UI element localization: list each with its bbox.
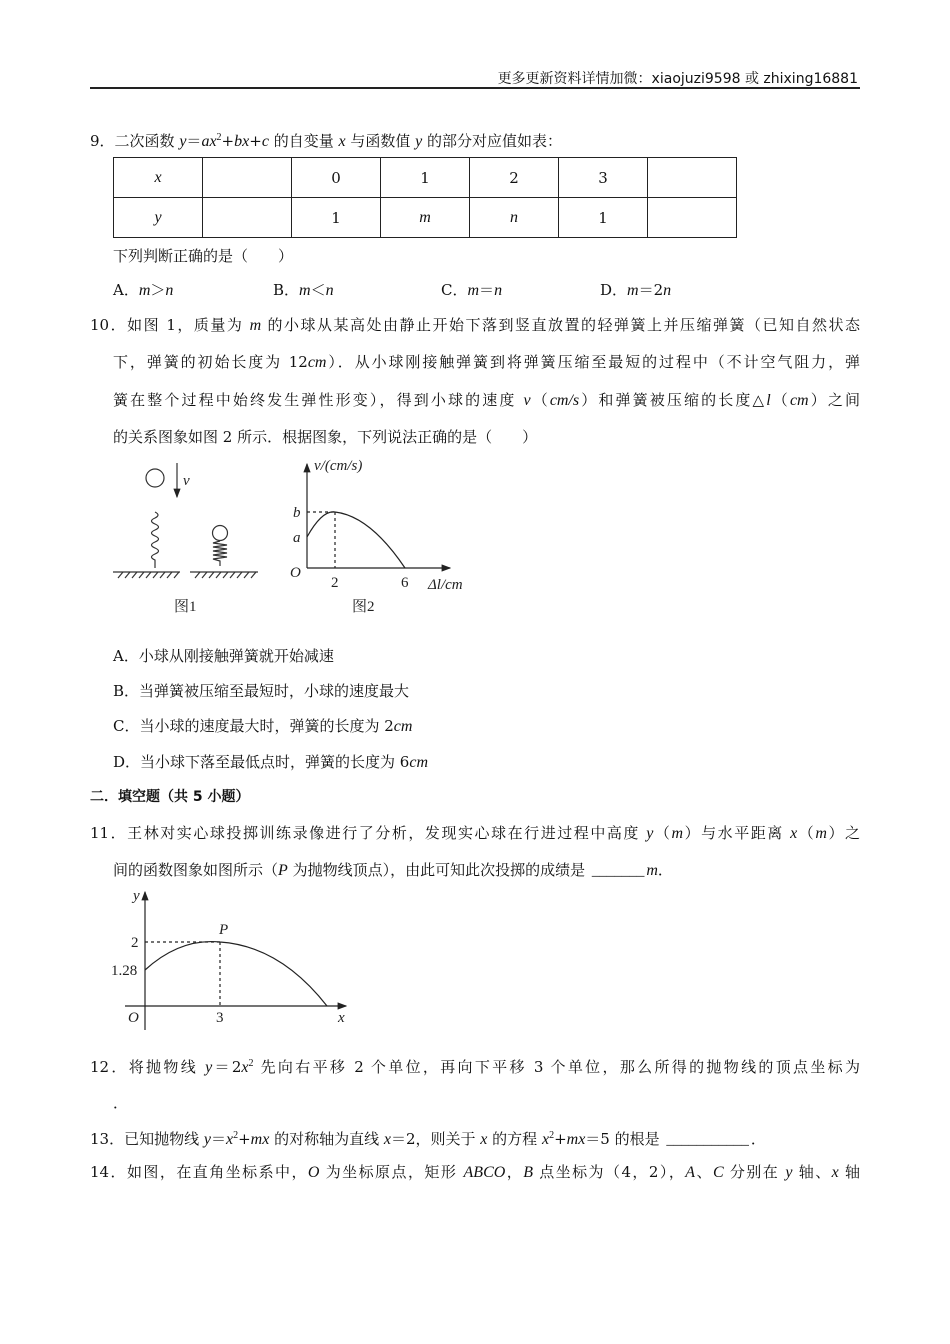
text-segment: ． [113, 1094, 129, 1112]
answer-blank: ___________ [666, 1132, 749, 1148]
text-segment: （ [770, 391, 790, 409]
text-segment: m [249, 317, 262, 334]
text-segment: ， [505, 1163, 524, 1181]
q11-line [113, 860, 673, 881]
text-segment: m [467, 282, 480, 299]
text-segment: c [261, 133, 269, 150]
fig2-b-label: b [293, 505, 301, 521]
section-title: 二．填空题（共 5 小题） [90, 789, 250, 805]
text-segment: ）与水平距离 [683, 824, 791, 842]
q10-option-a [113, 646, 334, 666]
q11-graph [125, 892, 346, 1030]
velocity-curve [307, 512, 405, 568]
text-segment: （ [653, 824, 672, 842]
text-segment: 分别在 [723, 1163, 786, 1181]
text-segment: A [685, 1164, 696, 1181]
text-segment: 13．已知抛物线 [90, 1130, 204, 1148]
text-segment: m [671, 825, 684, 842]
text-segment: y [415, 133, 423, 150]
fig2-tick-6: 6 [401, 575, 409, 591]
text-segment: cm [393, 718, 413, 735]
text-segment: 2 [233, 1130, 239, 1141]
text-segment: x [225, 1131, 234, 1148]
text-segment: m [299, 282, 311, 299]
text-segment: 10．如图 1，质量为 [90, 316, 250, 334]
text-segment: ＝ [479, 281, 495, 299]
text-segment: C． [441, 281, 468, 299]
text-segment: v [523, 392, 531, 409]
text-segment: cm [789, 392, 809, 409]
ground-hatch [195, 572, 256, 578]
text-segment: n [494, 282, 503, 299]
text-segment: ＝2 [212, 1058, 242, 1076]
text-segment: O [307, 1164, 320, 1181]
text-segment: ）之 [826, 824, 860, 842]
text-segment: D．当小球下落至最低点时，弹簧的长度为 6 [113, 753, 410, 771]
text-segment: 轴 [838, 1163, 860, 1181]
text-segment: 2 [216, 132, 222, 143]
text-segment: cm [409, 754, 428, 771]
header-contact: 更多更新资料详情加微：xiaojuzi9598 或 zhixing16881 [497, 71, 858, 87]
ball-icon [213, 526, 228, 541]
text-segment: 的小球从某高处由静止开始下落到竖直放置的轻弹簧上并压缩弹簧（已知自然状态 [261, 316, 860, 334]
text-segment: y [205, 1059, 213, 1076]
q11-vertex-label: P [219, 922, 229, 938]
text-segment: 的关系图象如图 2 所示．根据图象，下列说法正确的是（ ） [113, 428, 538, 446]
text-segment: A． [113, 281, 139, 299]
text-segment: ． [750, 1130, 766, 1148]
table-cell: y [114, 198, 203, 238]
ball-icon [146, 469, 164, 487]
text-segment: + [221, 132, 235, 150]
text-segment: 11．王林对实心球投掷训练录像进行了分析，发现实心球在行进过程中高度 [90, 824, 647, 842]
text-segment: + [238, 1130, 251, 1148]
text-segment: ABCO [463, 1164, 506, 1181]
q11-x-axis-label: x [338, 1010, 345, 1026]
text-segment: 为坐标原点，矩形 [319, 1163, 464, 1181]
answer-blank: _______ [591, 863, 645, 879]
text-segment: ）．从小球刚接触弹簧到将弹簧压缩至最短的过程中（不计空气阻力，弹 [326, 353, 860, 371]
text-segment: A．小球从刚接触弹簧就开始减速 [113, 647, 334, 665]
fig2-a-label: a [293, 530, 301, 546]
text-segment: ＝5 的根是 [585, 1130, 665, 1148]
text-segment: ＝ [210, 1130, 226, 1148]
text-segment: n [663, 282, 672, 299]
text-segment: y [785, 1164, 793, 1181]
table-cell: 1 [381, 158, 470, 198]
spring-icon [152, 512, 159, 568]
table-cell: 1 [292, 198, 381, 238]
q13-line [90, 1126, 766, 1150]
text-segment: x [338, 133, 346, 150]
text-segment: n [325, 282, 334, 299]
table-cell: 3 [559, 158, 648, 198]
table-cell: 1 [559, 198, 648, 238]
text-segment: （ [530, 391, 550, 409]
text-segment: x [241, 1059, 249, 1076]
text-segment: 9．二次函数 [90, 132, 180, 150]
text-segment: + [249, 132, 262, 150]
text-segment: x [541, 1131, 550, 1148]
text-segment: m [627, 282, 639, 299]
text-segment: 为抛物线顶点），由此可知此次投掷的成绩是 [287, 861, 590, 879]
q14-line [90, 1162, 860, 1183]
figure-2-graph [307, 464, 450, 568]
text-segment: ＝ [186, 132, 202, 150]
text-segment: B．当弹簧被压缩至最短时，小球的速度最大 [113, 682, 410, 700]
fig2-y-axis-label: v/(cm/s) [314, 458, 363, 474]
text-segment: + [554, 1130, 567, 1148]
table-cell: 2 [470, 158, 559, 198]
table-cell: x [114, 158, 203, 198]
text-segment: 簧在整个过程中始终发生弹性形变），得到小球的速度 [113, 391, 524, 409]
ground-hatch [118, 572, 179, 578]
fig2-origin-label: O [290, 565, 301, 581]
text-segment: D． [600, 281, 628, 299]
text-segment: x [790, 825, 798, 842]
q11-tick-2: 2 [131, 935, 139, 951]
text-segment: y [203, 1131, 211, 1148]
text-segment: ）和弹簧被压缩的长度△ [579, 391, 767, 409]
text-segment: 14．如图，在直角坐标系中， [90, 1163, 308, 1181]
text-segment: x [831, 1164, 839, 1181]
text-segment: y [179, 133, 187, 150]
fig2-x-axis-label: Δl/cm [428, 577, 463, 593]
text-segment: 12．将抛物线 [90, 1058, 206, 1076]
text-segment: ． [657, 861, 673, 879]
table-cell: n [470, 198, 559, 238]
text-segment: 、 [695, 1163, 713, 1181]
q10-option-d [113, 752, 428, 773]
text-segment: mx [566, 1131, 586, 1148]
fig2-tick-2: 2 [331, 575, 339, 591]
q11-origin-label: O [128, 1010, 139, 1026]
q11-line [90, 823, 860, 844]
table-cell: 0 [292, 158, 381, 198]
fig2-caption: 图2 [352, 599, 375, 615]
text-segment: 先向右平移 2 个单位，再向下平移 3 个单位，那么所得的抛物线的顶点坐标为 [253, 1058, 860, 1076]
parabola-curve [145, 942, 327, 1006]
compressed-spring-icon [213, 541, 227, 566]
text-segment: l [766, 392, 771, 409]
text-segment: mx [250, 1131, 270, 1148]
text-segment: 2 [549, 1130, 555, 1141]
text-segment: B． [273, 281, 300, 299]
q10-option-b [113, 681, 409, 701]
text-segment: n [165, 282, 174, 299]
text-segment: ＜ [310, 281, 326, 299]
q9-prompt: 下列判断正确的是（ ） [113, 247, 294, 265]
text-segment: m [815, 825, 827, 842]
text-segment: x [480, 1131, 488, 1148]
text-segment: B [523, 1164, 533, 1181]
fig1-v-label: v [183, 473, 190, 489]
text-segment: ax [201, 133, 217, 150]
text-segment: cm [307, 354, 327, 371]
text-segment: ＝2 [638, 281, 664, 299]
text-segment: 与函数值 [345, 132, 416, 150]
text-segment: 的对称轴为直线 [269, 1130, 384, 1148]
text-segment: P [278, 862, 288, 879]
q10-option-c [113, 716, 412, 737]
text-segment: C [712, 1164, 724, 1181]
text-segment: 的部分对应值如表： [422, 132, 563, 150]
text-segment: ＝2，则关于 [390, 1130, 481, 1148]
text-segment: （ [797, 824, 816, 842]
text-segment: 间的函数图象如图所示（ [113, 861, 279, 879]
text-segment: 2 [248, 1058, 254, 1069]
text-segment: cm/s [549, 392, 580, 409]
text-segment: 下，弹簧的初始长度为 12 [113, 353, 308, 371]
text-segment: x [383, 1131, 391, 1148]
text-segment: 的方程 [487, 1130, 542, 1148]
text-segment: ＞ [150, 281, 166, 299]
q12-line [113, 1093, 128, 1113]
text-segment: m [646, 862, 658, 879]
text-segment: C．当小球的速度最大时，弹簧的长度为 2 [113, 717, 394, 735]
text-segment: 轴、 [792, 1163, 832, 1181]
text-segment: y [646, 825, 654, 842]
text-segment: m [138, 282, 151, 299]
table-cell: m [381, 198, 470, 238]
text-segment: 点坐标为（4，2）， [532, 1163, 686, 1181]
q11-tick-3: 3 [216, 1010, 224, 1026]
fig1-caption: 图1 [174, 599, 197, 615]
q11-tick-1-28: 1.28 [111, 963, 138, 979]
text-segment: bx [234, 133, 250, 150]
text-segment: 的自变量 [268, 132, 339, 150]
q11-y-axis-label: y [133, 888, 140, 904]
q12-line [90, 1054, 860, 1078]
text-segment: ）之间 [808, 391, 860, 409]
